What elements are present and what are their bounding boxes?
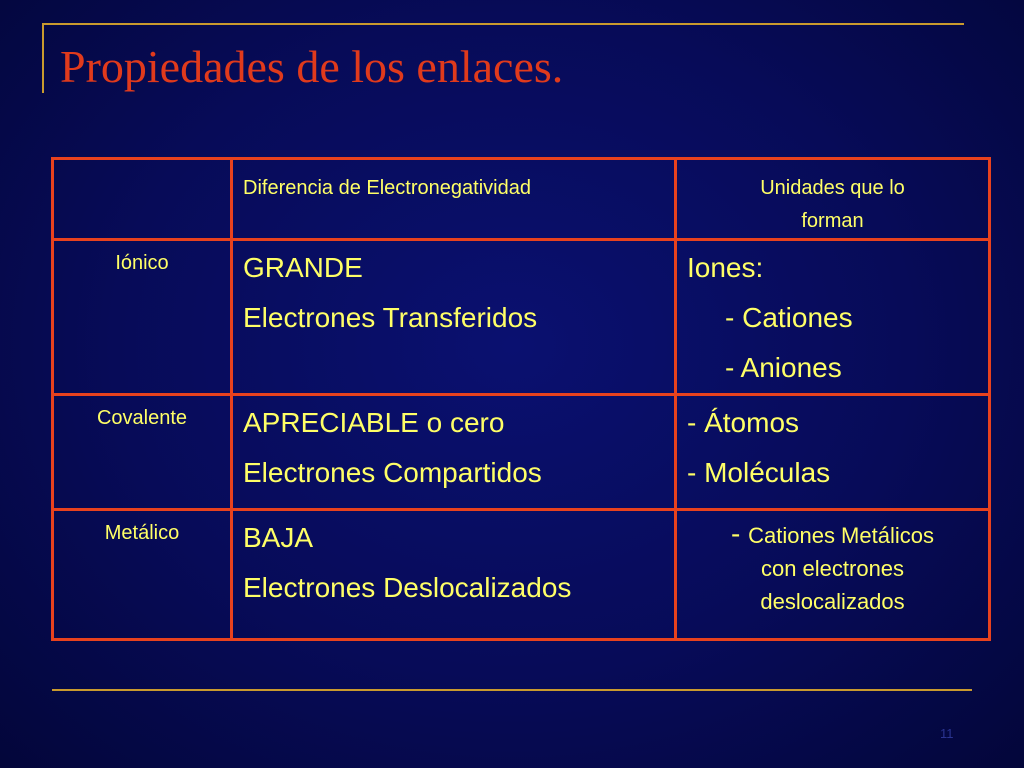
difference-ionic-cell bbox=[232, 240, 676, 395]
difference-covalent-cell bbox=[232, 395, 676, 510]
bond-type-covalent bbox=[53, 395, 232, 510]
slide-number: 11 bbox=[940, 726, 954, 741]
header-units-label-line1: Unidades que lo bbox=[760, 177, 905, 199]
header-empty-cell bbox=[53, 159, 232, 240]
difference-electrons: Electrones Compartidos bbox=[243, 457, 542, 488]
units-item: - Moléculas bbox=[687, 457, 831, 488]
bond-type-ionic bbox=[53, 240, 232, 395]
units-covalent-cell bbox=[676, 395, 990, 510]
units-item: - Átomos bbox=[687, 407, 800, 438]
difference-electrons: Electrones Transferidos bbox=[243, 302, 538, 333]
difference-level: GRANDE bbox=[243, 252, 363, 283]
header-difference-label: Diferencia de Electronegatividad bbox=[243, 177, 531, 199]
table-row-metallic bbox=[53, 510, 990, 640]
difference-electrons: Electrones Deslocalizados bbox=[243, 572, 572, 603]
header-difference-cell bbox=[232, 159, 676, 240]
units-dash: - bbox=[731, 518, 749, 549]
bond-type-label: Iónico bbox=[115, 252, 169, 274]
slide-title: Propiedades de los enlaces. bbox=[60, 41, 564, 92]
header-units-cell bbox=[676, 159, 990, 240]
bond-type-label: Covalente bbox=[96, 407, 188, 429]
difference-level: BAJA bbox=[243, 522, 314, 553]
title-rule-left bbox=[42, 23, 44, 93]
units-item: - Cationes bbox=[725, 302, 853, 333]
table-row-covalent bbox=[53, 395, 990, 510]
table-row-ionic bbox=[53, 240, 990, 395]
title-rule-top bbox=[42, 23, 964, 25]
bond-type-metallic bbox=[53, 510, 232, 640]
units-item: deslocalizados bbox=[760, 589, 905, 614]
bond-properties-table bbox=[51, 157, 991, 641]
units-item: Cationes Metálicos bbox=[748, 523, 934, 548]
units-metallic-cell bbox=[676, 510, 990, 640]
bond-type-label: Metálico bbox=[104, 522, 180, 544]
difference-metallic-cell bbox=[232, 510, 676, 640]
units-item: Iones: bbox=[687, 252, 764, 283]
units-item: con electrones bbox=[760, 556, 905, 581]
table-header-row bbox=[53, 159, 990, 240]
units-ionic-cell bbox=[676, 240, 990, 395]
footer-rule bbox=[52, 689, 972, 691]
units-item: - Aniones bbox=[725, 352, 842, 383]
difference-level: APRECIABLE o cero bbox=[243, 407, 505, 438]
header-units-label-line2: forman bbox=[801, 210, 864, 232]
